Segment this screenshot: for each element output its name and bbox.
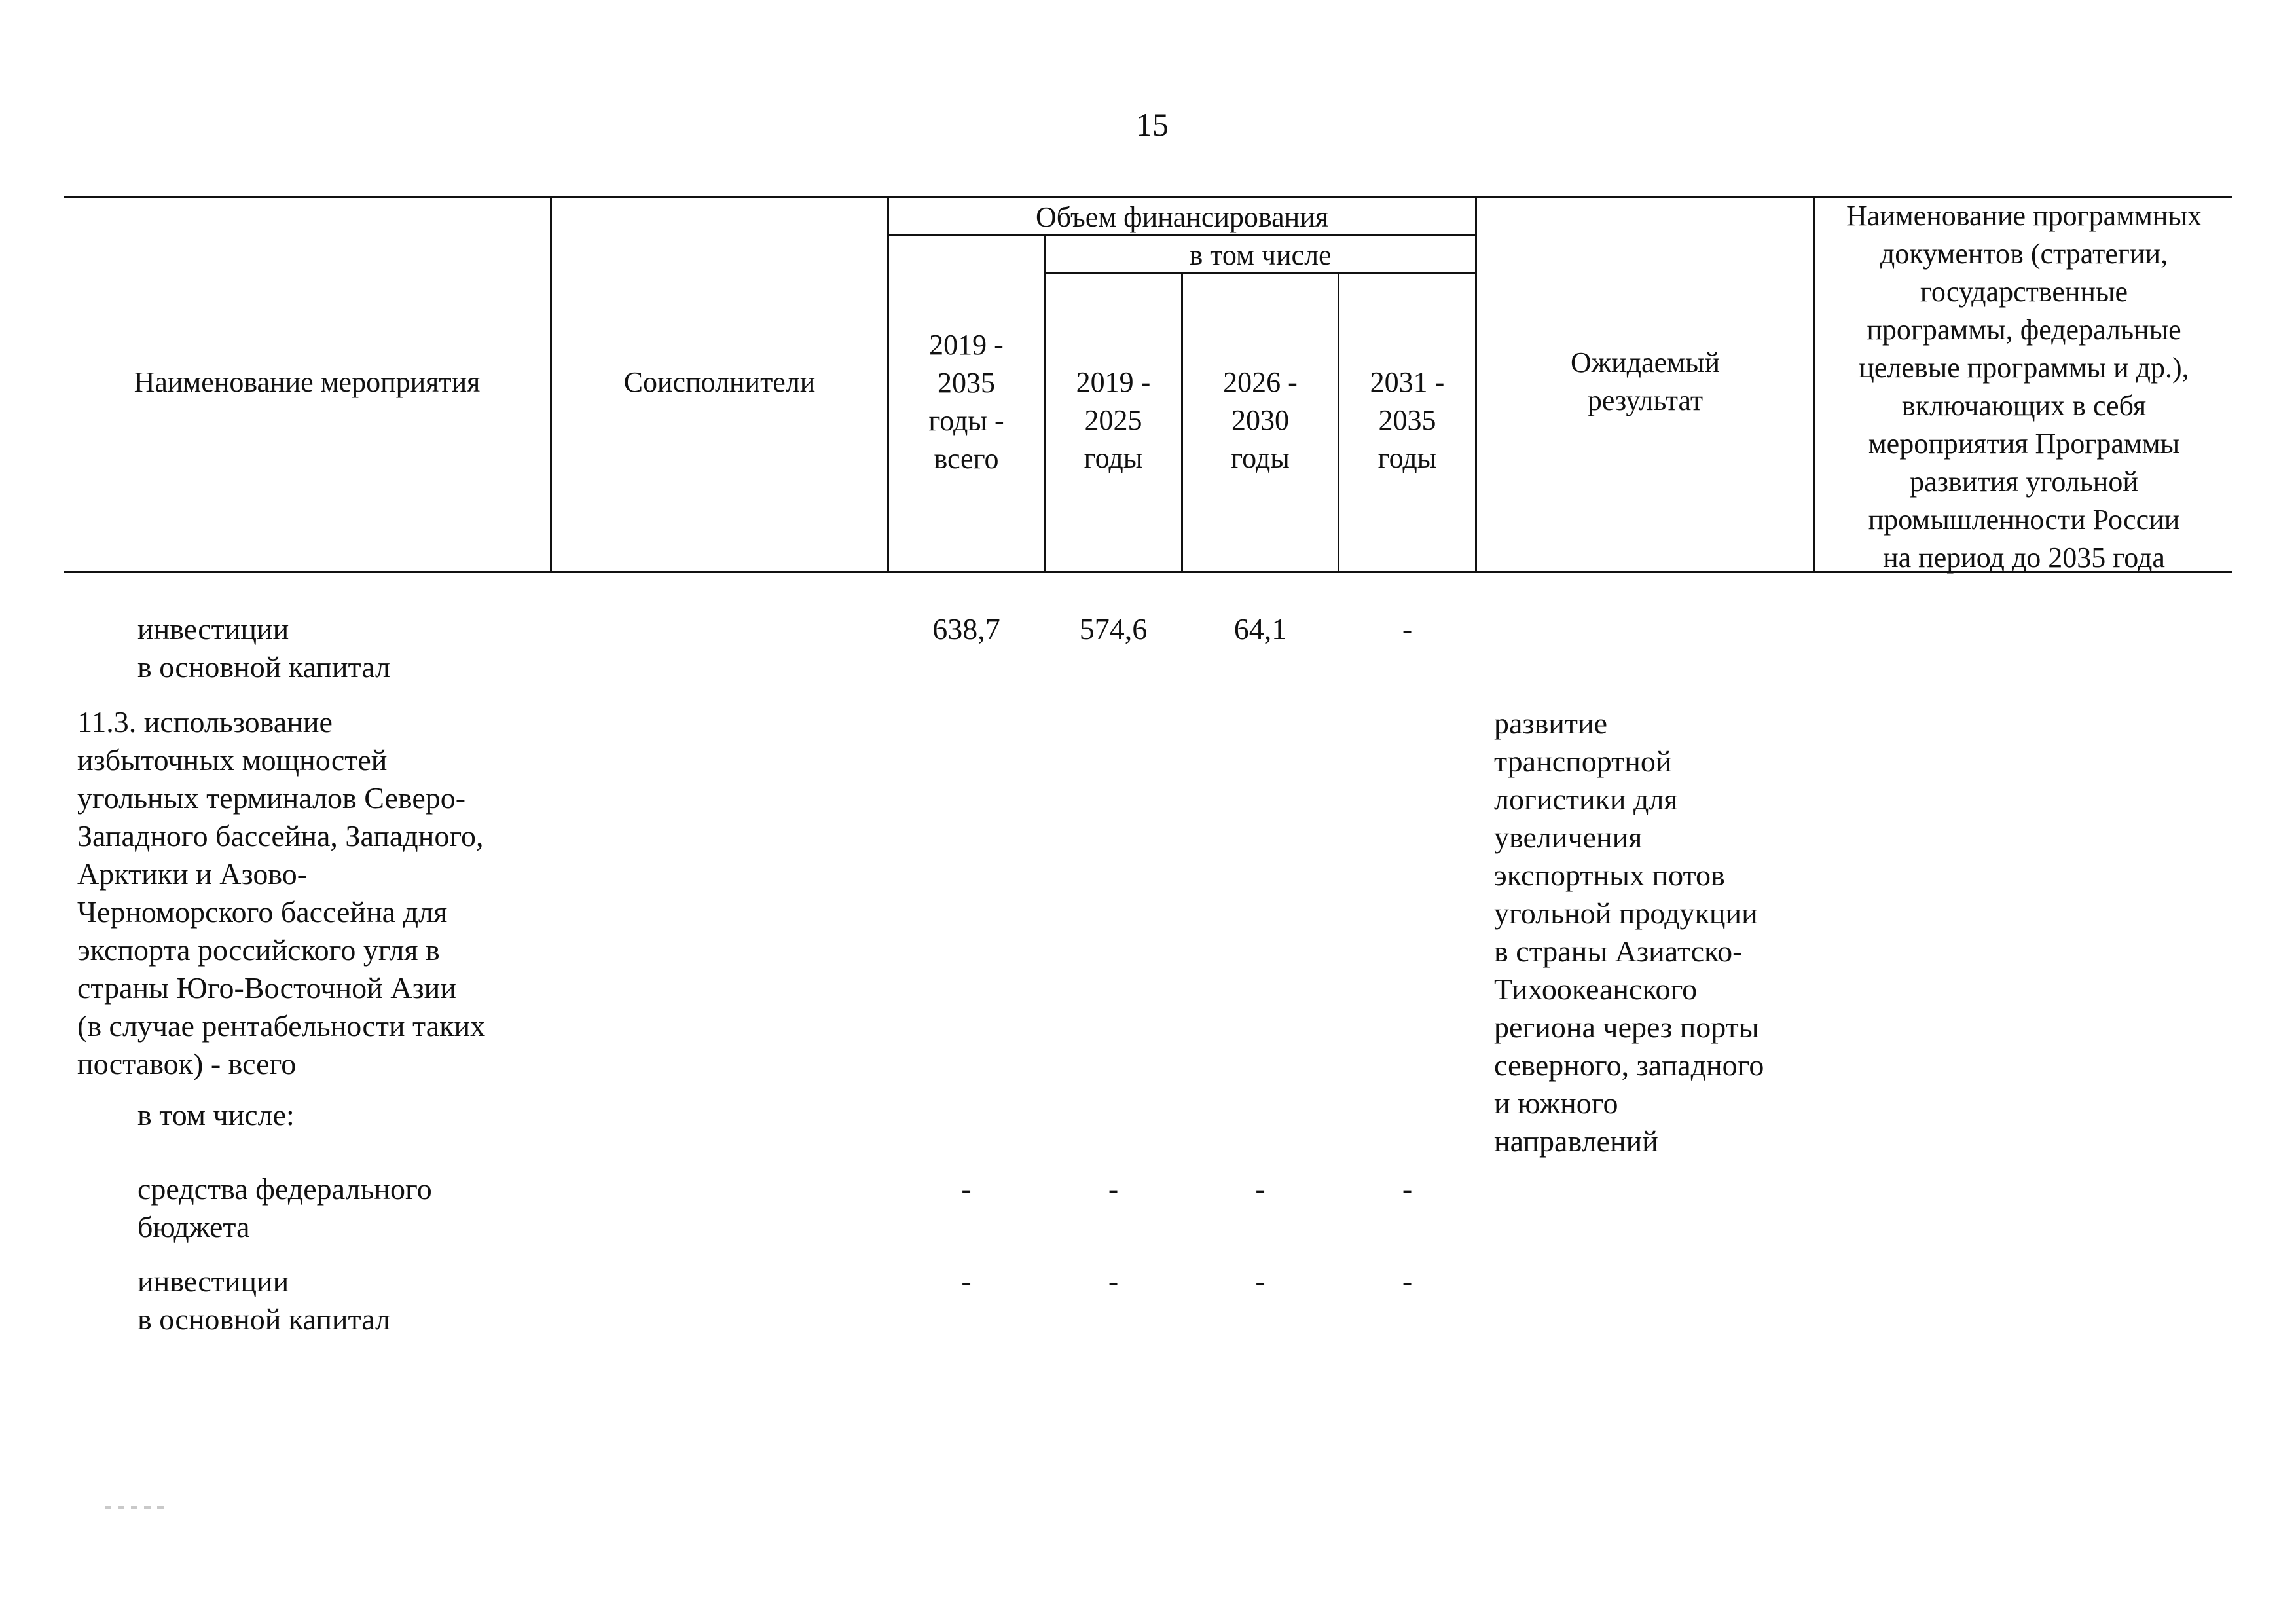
header-program-documents: Наименование программных документов (стратегии, государственные программы, федеральные целевые программы и др.), включающих в себя мероприятия Программы развития угольной промышленности России на период до 2035 года — [1846, 200, 2202, 574]
header-financing: Объем финансирования — [1035, 201, 1328, 233]
header-period-2019-2025: 2019 - 2025 годы — [1076, 366, 1151, 474]
row-total-value: - — [961, 1264, 972, 1298]
row-total-value: - — [961, 1172, 972, 1206]
row-period2-value: 64,1 — [1233, 612, 1287, 646]
row-period2-value: - — [1255, 1264, 1266, 1298]
header-coexecutors: Соисполнители — [623, 366, 816, 398]
row-period1-value: - — [1108, 1264, 1119, 1298]
page-number: 15 — [1136, 106, 1169, 143]
row-label: в том числе: — [137, 1098, 295, 1132]
header-expected-result: Ожидаемый результат — [1570, 346, 1721, 416]
row-label: инвестиции в основной капитал — [137, 612, 390, 684]
row-label: инвестиции в основной капитал — [137, 1264, 390, 1336]
row-period1-value: - — [1108, 1172, 1119, 1206]
row-label: 11.3. использование избыточных мощностей угольных терминалов Северо- Западного бассейна, Западного, Арктики и Азово- Черноморского бассейна для экспорта российского угля в страны Юго-Восточной Азии (в случае рентабельности таких поставок) - всего — [77, 705, 486, 1080]
row-period3-value: - — [1402, 612, 1413, 646]
row-period2-value: - — [1255, 1172, 1266, 1206]
header-period-2026-2030: 2026 - 2030 годы — [1223, 366, 1298, 474]
row-period1-value: 574,6 — [1079, 612, 1148, 646]
header-total: 2019 - 2035 годы - всего — [928, 329, 1004, 475]
row-period3-value: - — [1402, 1172, 1413, 1206]
header-period-2031-2035: 2031 - 2035 годы — [1370, 366, 1445, 474]
scan-artifact — [105, 1506, 170, 1509]
row-label: средства федерального бюджета — [137, 1172, 432, 1244]
row-expected-result: развитие транспортной логистики для увеличения экспортных потов угольной продукции в страны Азиатско- Тихоокеанского региона через порты северного, западного и южного направлений — [1494, 707, 1764, 1158]
header-event-name: Наименование мероприятия — [134, 366, 481, 398]
row-period3-value: - — [1402, 1264, 1413, 1298]
header-including: в том числе — [1189, 239, 1332, 271]
row-total-value: 638,7 — [932, 612, 1000, 646]
